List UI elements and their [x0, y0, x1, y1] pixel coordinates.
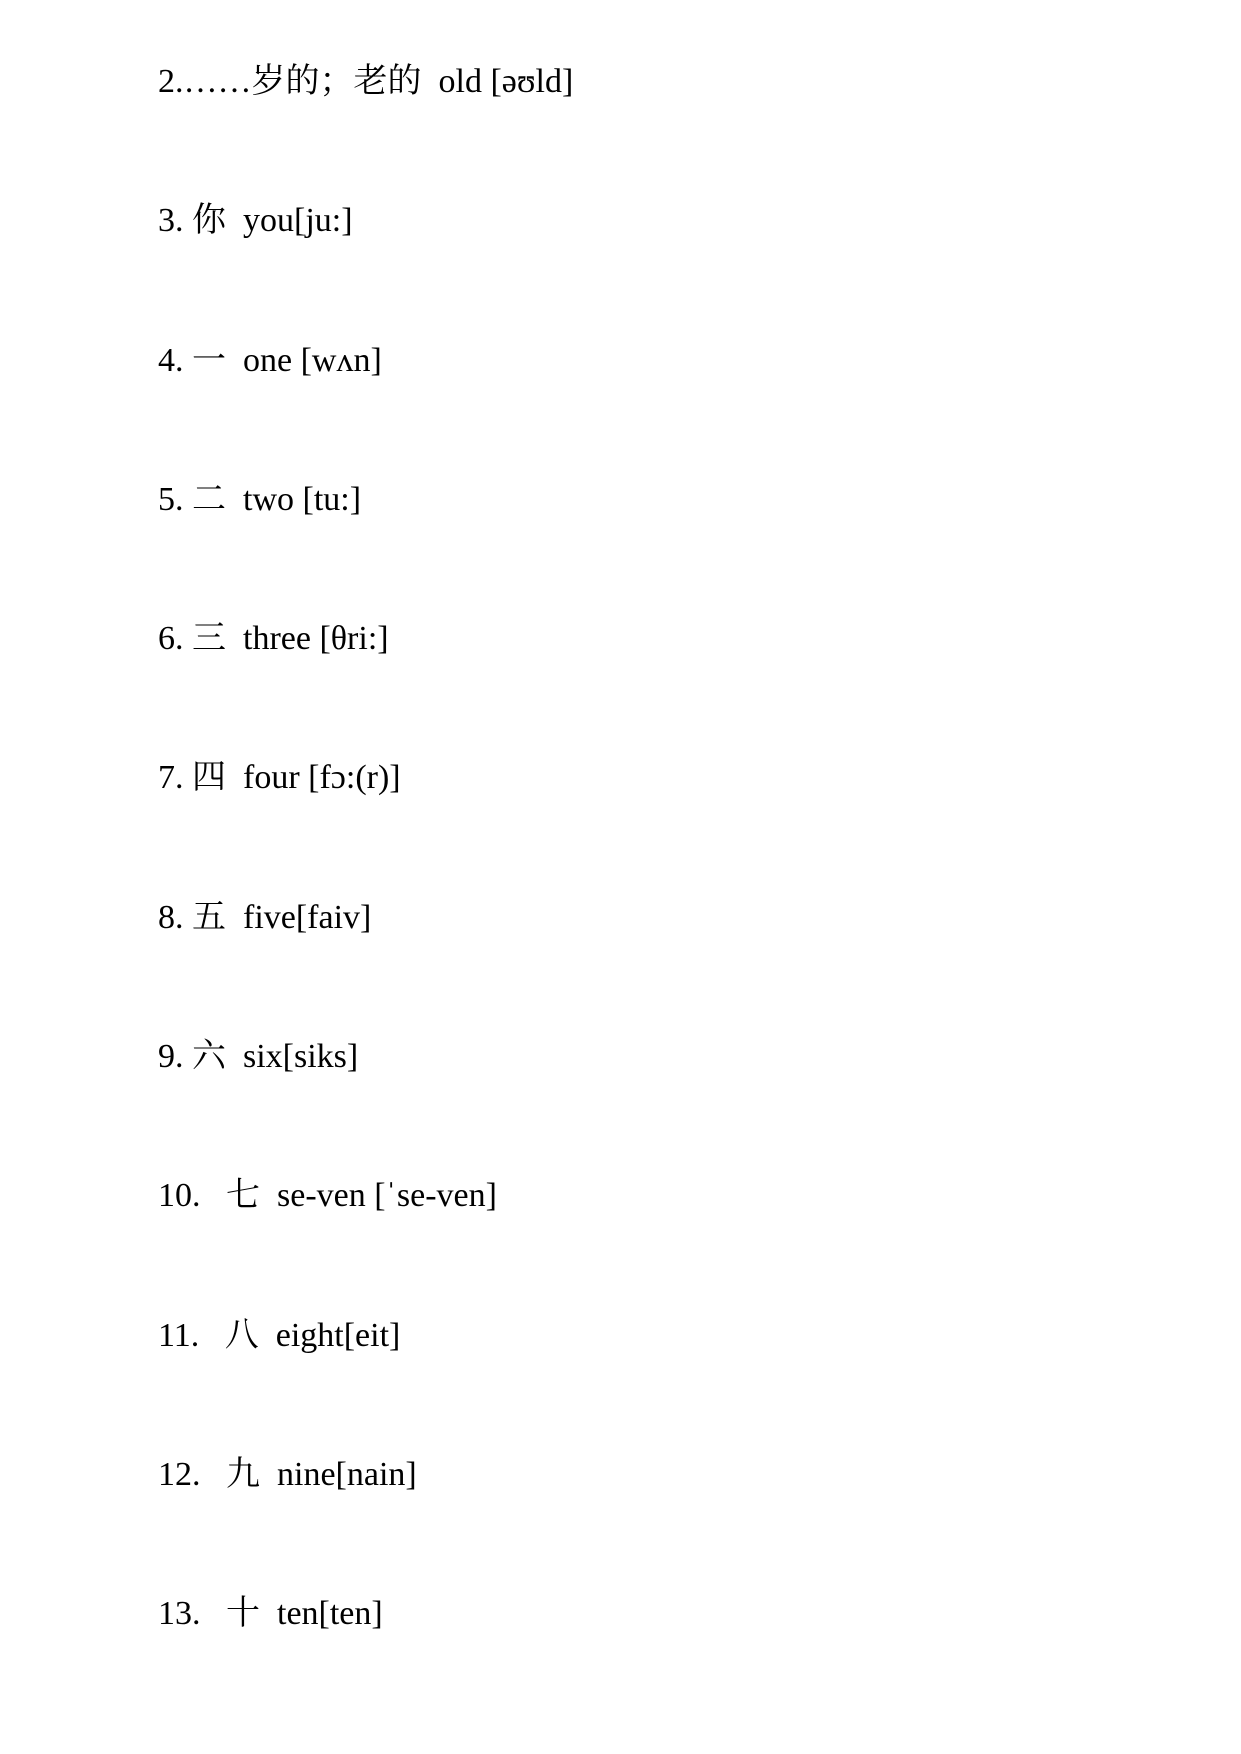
- vocab-item-you: 3. 你 you[ju:]: [158, 202, 353, 240]
- vocab-item-four: 7. 四 four [fɔ:(r)]: [158, 759, 401, 797]
- vocab-item-ten: 13. 十 ten[ten]: [158, 1595, 383, 1633]
- vocab-item-three: 6. 三 three [θri:]: [158, 620, 389, 658]
- vocab-item-six: 9. 六 six[siks]: [158, 1038, 359, 1076]
- vocab-item-one: 4. 一 one [wʌn]: [158, 341, 382, 379]
- vocab-item-old: 2.……岁的；老的 old [əʊld]: [158, 63, 574, 100]
- vocab-item-seven: 10. 七 se-ven [ˈse-ven]: [158, 1177, 497, 1215]
- vocab-item-eight: 11. 八 eight[eit]: [158, 1316, 401, 1354]
- vocabulary-list: [158, 56, 573, 1728]
- vocab-item-nine: 12. 九 nine[nain]: [158, 1455, 417, 1493]
- vocab-item-five: 8. 五 five[faiv]: [158, 898, 372, 936]
- vocab-item-two: 5. 二 two [tu:]: [158, 480, 362, 518]
